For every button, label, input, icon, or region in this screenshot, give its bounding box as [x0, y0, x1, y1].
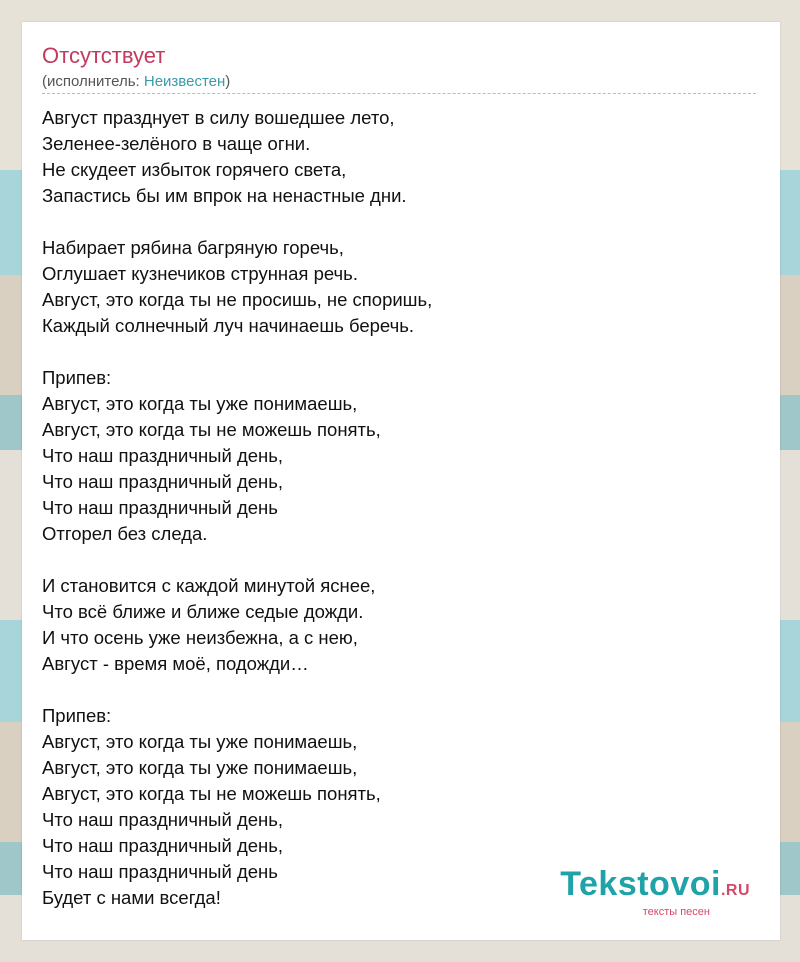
lyric-line: Что наш праздничный день,: [42, 445, 284, 466]
logo-tld: .RU: [720, 882, 750, 899]
lyric-line: Август - время моё, подожди…: [42, 653, 309, 674]
artist-suffix: ): [225, 73, 231, 90]
logo-name: Tekstovoi: [560, 865, 721, 903]
artist-prefix: (исполнитель:: [42, 73, 144, 90]
lyric-line: Припев:: [42, 367, 112, 388]
lyric-line: Август, это когда ты не можешь понять,: [42, 419, 381, 440]
lyric-line: Что наш праздничный день,: [42, 471, 284, 492]
lyric-line: Отгорел без следа.: [42, 523, 208, 544]
lyric-line: Что наш праздничный день,: [42, 809, 284, 830]
artist-line: [42, 72, 230, 92]
lyric-line: Август, это когда ты уже понимаешь,: [42, 757, 358, 778]
lyric-line: Август, это когда ты уже понимаешь,: [42, 393, 358, 414]
divider: [42, 93, 756, 94]
lyric-line: Оглушает кузнечиков струнная речь.: [42, 263, 358, 284]
lyric-line: Зеленее-зелёного в чаще огни.: [42, 133, 311, 154]
logo-tagline: тексты песен: [642, 906, 710, 918]
lyric-line: Август, это когда ты не просишь, не споришь,: [42, 289, 433, 310]
lyric-line: И становится с каждой минутой яснее,: [42, 575, 376, 596]
lyric-line: И что осень уже неизбежна, а с нею,: [42, 627, 358, 648]
artist-link[interactable]: Неизвестен: [143, 73, 226, 90]
site-logo[interactable]: [560, 867, 750, 918]
lyric-line: Не скудеет избыток горячего света,: [42, 159, 347, 180]
lyric-line: Набирает рябина багряную горечь,: [42, 237, 344, 258]
lyric-line: [42, 677, 756, 703]
lyric-line: Что наш праздничный день: [42, 861, 278, 882]
lyric-line: Припев:: [42, 705, 112, 726]
lyric-line: Август празднует в силу вошедшее лето,: [42, 107, 395, 128]
lyrics-text: [42, 105, 756, 911]
lyric-line: [42, 339, 756, 365]
lyric-line: Что всё ближе и ближе седые дожди.: [42, 601, 364, 622]
lyric-line: [42, 209, 756, 235]
lyric-line: [42, 547, 756, 573]
lyric-line: Запастись бы им впрок на ненастные дни.: [42, 185, 407, 206]
lyric-line: Что наш праздничный день: [42, 497, 278, 518]
lyric-line: Август, это когда ты не можешь понять,: [42, 783, 381, 804]
lyric-line: Каждый солнечный луч начинаешь беречь.: [42, 315, 415, 336]
song-title: Отсутствует: [42, 43, 166, 68]
lyric-line: Август, это когда ты уже понимаешь,: [42, 731, 358, 752]
lyric-line: Будет с нами всегда!: [42, 887, 221, 908]
lyric-line: Что наш праздничный день,: [42, 835, 284, 856]
lyrics-card: [22, 22, 780, 940]
